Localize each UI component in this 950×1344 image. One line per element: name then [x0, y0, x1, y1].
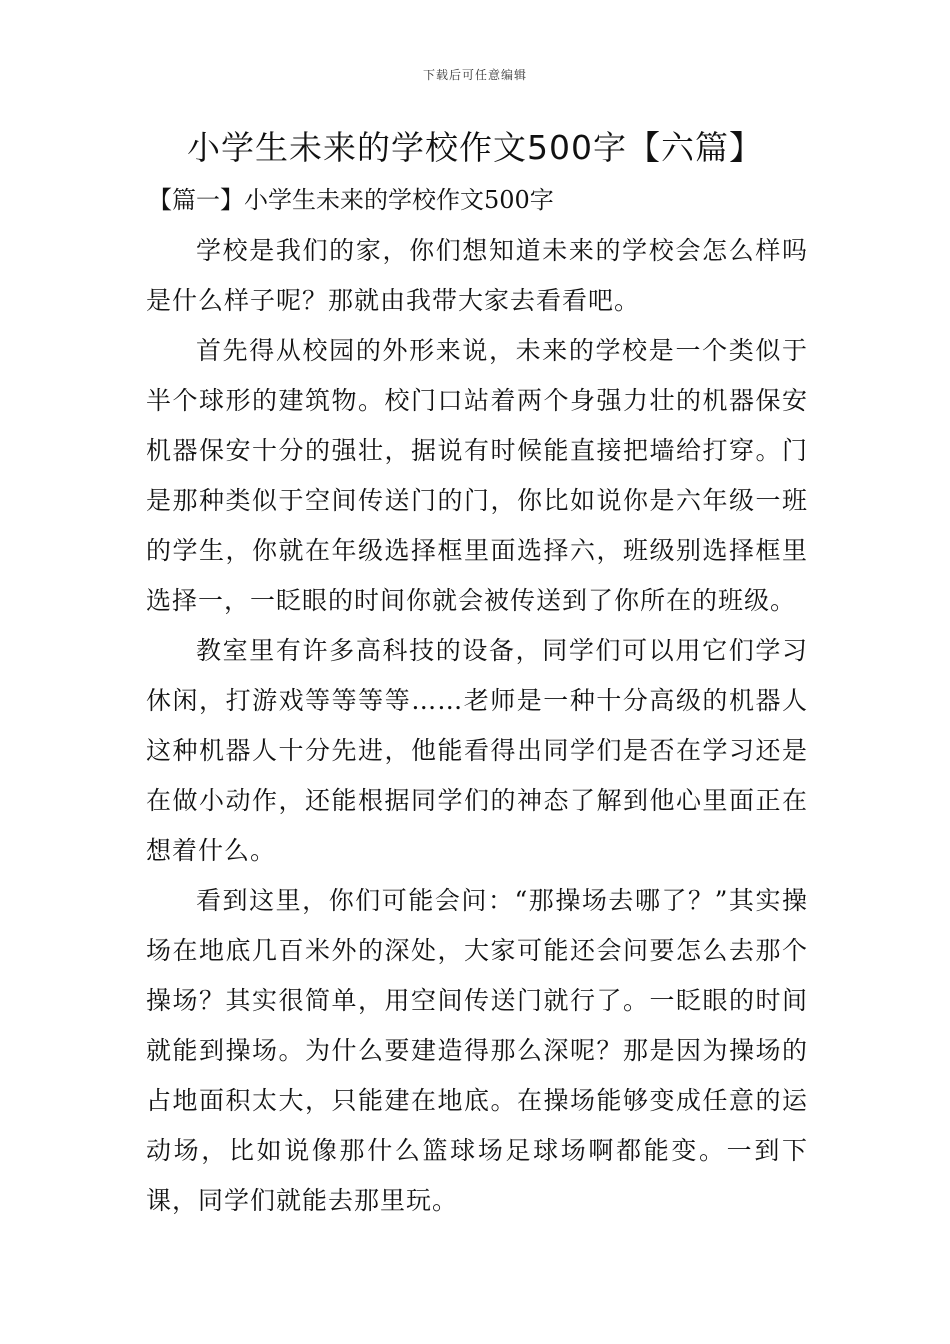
- header-note: 下载后可任意编辑: [422, 68, 527, 82]
- paragraph-1: 学校是我们的家，你们想知道未来的学校会怎么样吗是什么样子呢？那就由我带大家去看看吧。: [146, 236, 808, 315]
- paragraph-2: 首先得从校园的外形来说，未来的学校是一个类似于半个球形的建筑物。校门口站着两个身强力壮的机器保安机器保安十分的强壮，据说有时候能直接把墙给打穿。门是那种类似于空间传送门的门，你比如说你是六年级一班的学生，你就在年级选择框里面选择六，班级别选择框里选择一，一眨眼的时间你就会被传送到了你所在的班级。: [146, 336, 808, 615]
- paragraph-4: 看到这里，你们可能会问：“那操场去哪了？”其实操场在地底几百米外的深处，大家可能还会问要怎么去那个操场？其实很简单，用空间传送门就行了。一眨眼的时间就能到操场。为什么要建造得那么深呢？那是因为操场的占地面积太大，只能建在地底。在操场能够变成任意的运动场，比如说像那什么篮球场足球场啊都能变。一到下课，同学们就能去那里玩。: [146, 886, 808, 1215]
- article-body: [146, 226, 808, 1226]
- paragraph-3: 教室里有许多高科技的设备，同学们可以用它们学习休闲，打游戏等等等等……老师是一种十分高级的机器人这种机器人十分先进，他能看得出同学们是否在学习还是在做小动作，还能根据同学们的神态了解到他心里面正在想着什么。: [146, 636, 808, 865]
- section-heading: 【篇一】小学生未来的学校作文500字: [148, 186, 554, 214]
- document-title: 小学生未来的学校作文500字【六篇】: [187, 128, 763, 167]
